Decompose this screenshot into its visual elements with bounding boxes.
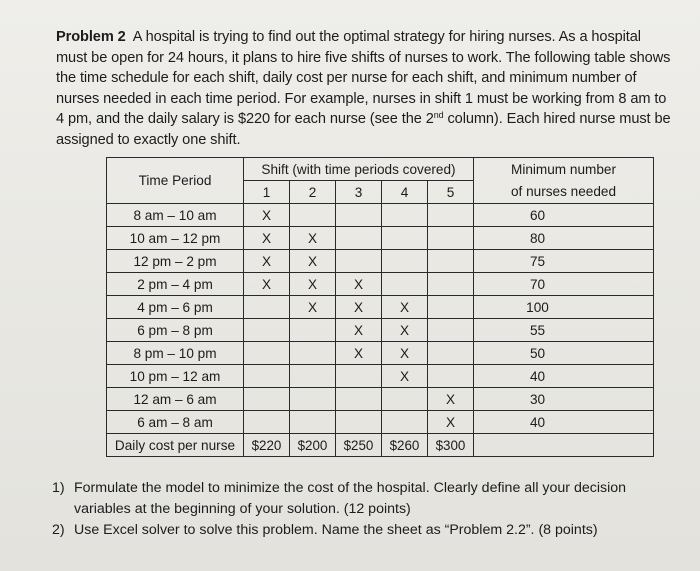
shift-number-5: 5 [428,181,474,204]
problem-statement [56,27,676,151]
table-row [107,319,654,342]
questions-list [52,478,682,541]
shift-cell: X [290,273,336,296]
problem-text-part1: A hospital is trying to find out the optimal strategy for hiring nurses. As a hospital must be open for 24 hours, it plans to hire five shifts of nurses to work. The following table shows the time schedule for each shift, daily cost per nurse for each shift, and minimum number of nurses needed in each time period. For example, nurses in shift 1 must be working from 8 am to 4 pm, and the daily salary is $220 for each nurse (see the 2 [56,29,671,128]
shift-cell [382,204,428,227]
problem-title: Problem 2 [56,29,126,45]
shift-cell [290,204,336,227]
shift-cell [290,365,336,388]
empty-cost-min-cell [474,434,654,457]
shift-cell [244,411,290,434]
shift-number-2: 2 [290,181,336,204]
shift-cell [290,319,336,342]
shift-cell [428,250,474,273]
time-period-cell: 10 pm – 12 am [107,365,244,388]
shift-cell [336,250,382,273]
shift-cell: X [290,296,336,319]
table-row [107,342,654,365]
table-row [107,296,654,319]
shift-cell: X [336,296,382,319]
cost-cell-shift-5: $300 [428,434,474,457]
cost-label: Daily cost per nurse [107,434,244,457]
cost-cell-shift-2: $200 [290,434,336,457]
min-nurses-cell: 40 [474,365,654,388]
shift-cell [382,411,428,434]
min-nurses-cell: 40 [474,411,654,434]
shift-cell: X [428,411,474,434]
shift-cell [336,388,382,411]
time-period-cell: 6 am – 8 am [107,411,244,434]
shift-cell [244,296,290,319]
shift-cell: X [336,273,382,296]
table-row [107,250,654,273]
shift-cell [244,365,290,388]
time-period-cell: 12 am – 6 am [107,388,244,411]
shift-cell [290,342,336,365]
time-period-cell: 2 pm – 4 pm [107,273,244,296]
cost-cell-shift-3: $250 [336,434,382,457]
shift-cell [290,388,336,411]
shift-cell [382,273,428,296]
shift-cell: X [244,204,290,227]
shift-cell [428,296,474,319]
shift-header: Shift (with time periods covered) [244,158,474,181]
header-row-1 [107,158,654,181]
question-number: 2) [52,522,65,538]
min-nurses-cell: 70 [474,273,654,296]
shift-number-4: 4 [382,181,428,204]
min-nurses-cell: 80 [474,227,654,250]
shift-cell: X [290,227,336,250]
time-period-cell: 8 pm – 10 pm [107,342,244,365]
shift-cell: X [336,319,382,342]
time-period-cell: 10 am – 12 pm [107,227,244,250]
table-row [107,388,654,411]
min-nurses-cell: 30 [474,388,654,411]
shift-cell [428,273,474,296]
min-nurses-cell: 100 [474,296,654,319]
shift-cell [336,227,382,250]
shift-cell [382,388,428,411]
cost-cell-shift-1: $220 [244,434,290,457]
table-row [107,365,654,388]
shift-cell [428,227,474,250]
question-text: Use Excel solver to solve this problem. Name the sheet as “Problem 2.2”. (8 points) [74,522,598,538]
shift-cell [336,204,382,227]
shift-cell: X [244,273,290,296]
shift-cell: X [382,342,428,365]
shift-cell [428,365,474,388]
shift-cell [290,411,336,434]
min-nurses-cell: 60 [474,204,654,227]
time-period-cell: 6 pm – 8 pm [107,319,244,342]
table-row [107,273,654,296]
shift-number-3: 3 [336,181,382,204]
shift-cell: X [428,388,474,411]
min-nurses-cell: 50 [474,342,654,365]
min-nurses-cell: 55 [474,319,654,342]
shift-cell: X [290,250,336,273]
shift-cell [382,227,428,250]
time-period-cell: 4 pm – 6 pm [107,296,244,319]
shift-cell [428,319,474,342]
superscript-nd: nd [433,110,444,121]
shift-cell [428,342,474,365]
min-nurses-header-line2: of nurses needed [474,181,654,204]
table-row [107,227,654,250]
shift-cell [336,411,382,434]
cost-row [107,434,654,457]
shift-cell [244,342,290,365]
shift-number-1: 1 [244,181,290,204]
question-item [52,478,682,520]
shift-cell [428,204,474,227]
shift-cell: X [336,342,382,365]
table-row [107,411,654,434]
min-nurses-header-line1: Minimum number [474,158,654,181]
time-period-header: Time Period [107,158,244,204]
problem-text-part2: column). Each hired nurse must be assigned to exactly one shift. [56,111,671,148]
time-period-cell: 8 am – 10 am [107,204,244,227]
shift-cell [382,250,428,273]
shift-cell: X [382,319,428,342]
table-row [107,204,654,227]
shift-cell: X [382,365,428,388]
cost-cell-shift-4: $260 [382,434,428,457]
question-text: Formulate the model to minimize the cost of the hospital. Clearly define all your decision variables at the beginning of your solution. (12 points) [74,480,627,517]
shift-cell: X [382,296,428,319]
min-nurses-cell: 75 [474,250,654,273]
shift-cell: X [244,227,290,250]
question-number: 1) [52,480,65,496]
shift-cell [244,319,290,342]
time-period-cell: 12 pm – 2 pm [107,250,244,273]
question-item [52,520,682,541]
shift-cell [336,365,382,388]
shift-cell: X [244,250,290,273]
schedule-table [106,157,654,457]
shift-cell [244,388,290,411]
